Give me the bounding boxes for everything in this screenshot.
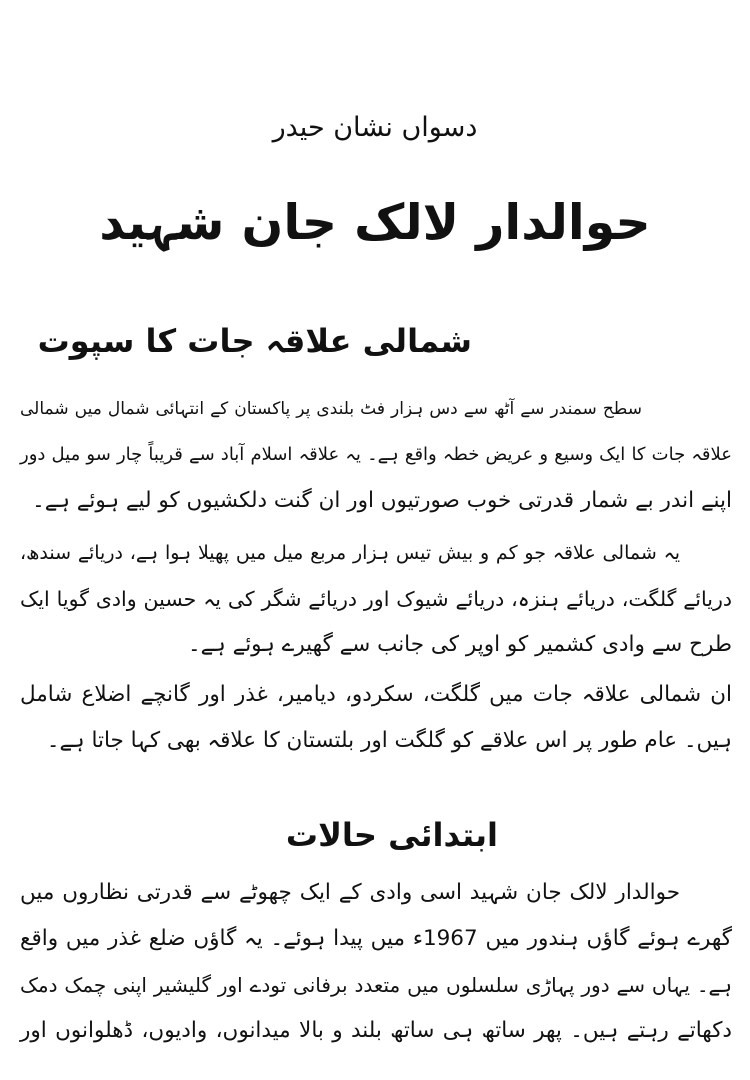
paragraph-line: علاقہ جات کا ایک وسیع و عریض خطہ واقع ہے۔ یہ علاقہ اسلام آباد سے قریباً چار سو میل دور: [20, 444, 732, 465]
paragraph-line: ہیں۔ عام طور پر اس علاقے کو گلگت اور بلتستان کا علاقہ بھی کہا جاتا ہے۔: [46, 728, 732, 753]
paragraph-line: دکھاتے رہتے ہیں۔ پھر ساتھ ہی ساتھ بلند و بالا میدانوں، وادیوں، ڈھلوانوں اور: [20, 1018, 732, 1043]
paragraph-line: یہ شمالی علاقہ جو کم و بیش تیس ہزار مربع میل میں پھیلا ہوا ہے، دریائے سندھ،: [20, 542, 680, 564]
paragraph: [20, 870, 732, 1054]
paragraph-line: اپنے اندر بے شمار قدرتی خوب صورتیوں اور ان گنت دلکشیوں کو لیے ہوئے ہے۔: [32, 488, 732, 513]
paragraph-line: ان شمالی علاقہ جات میں گلگت، سکردو، دیامیر، غذر اور گانچے اضلاع شامل: [20, 682, 732, 707]
paragraph-line: ہے۔ یہاں سے دور پہاڑی سلسلوں میں متعدد برفانی تودے اور گلیشیر اپنی چمک دمک: [20, 973, 732, 997]
paragraph: [20, 672, 732, 764]
section-heading: ابتدائی حالات: [285, 816, 498, 854]
section-heading: شمالی علاقہ جات کا سپوت: [37, 322, 472, 360]
paragraph-line: گھرے ہوئے گاؤں ہندور میں 1967ء میں پیدا ہوئے۔ یہ گاؤں ضلع غذر میں واقع: [20, 926, 732, 951]
page-title: حوالدار لالک جان شہید: [99, 194, 651, 251]
paragraph-line: سطح سمندر سے آٹھ سے دس ہزار فٹ بلندی پر پاکستان کے انتہائی شمال میں شمالی: [20, 399, 642, 419]
paragraph: [20, 530, 732, 668]
paragraph: [20, 386, 732, 524]
paragraph-line: طرح سے وادی کشمیر کو اوپر کی جانب سے گھیرے ہوئے ہے۔: [187, 632, 732, 657]
paragraph-line: دریائے گلگت، دریائے ہنزہ، دریائے شیوک اور دریائے شگر کی یہ حسین وادی گویا ایک: [20, 587, 732, 611]
kicker-heading: دسواں نشان حیدر: [272, 112, 478, 143]
paragraph-line: حوالدار لالک جان شہید اسی وادی کے ایک چھوٹے سے قدرتی نظاروں میں: [20, 880, 680, 905]
